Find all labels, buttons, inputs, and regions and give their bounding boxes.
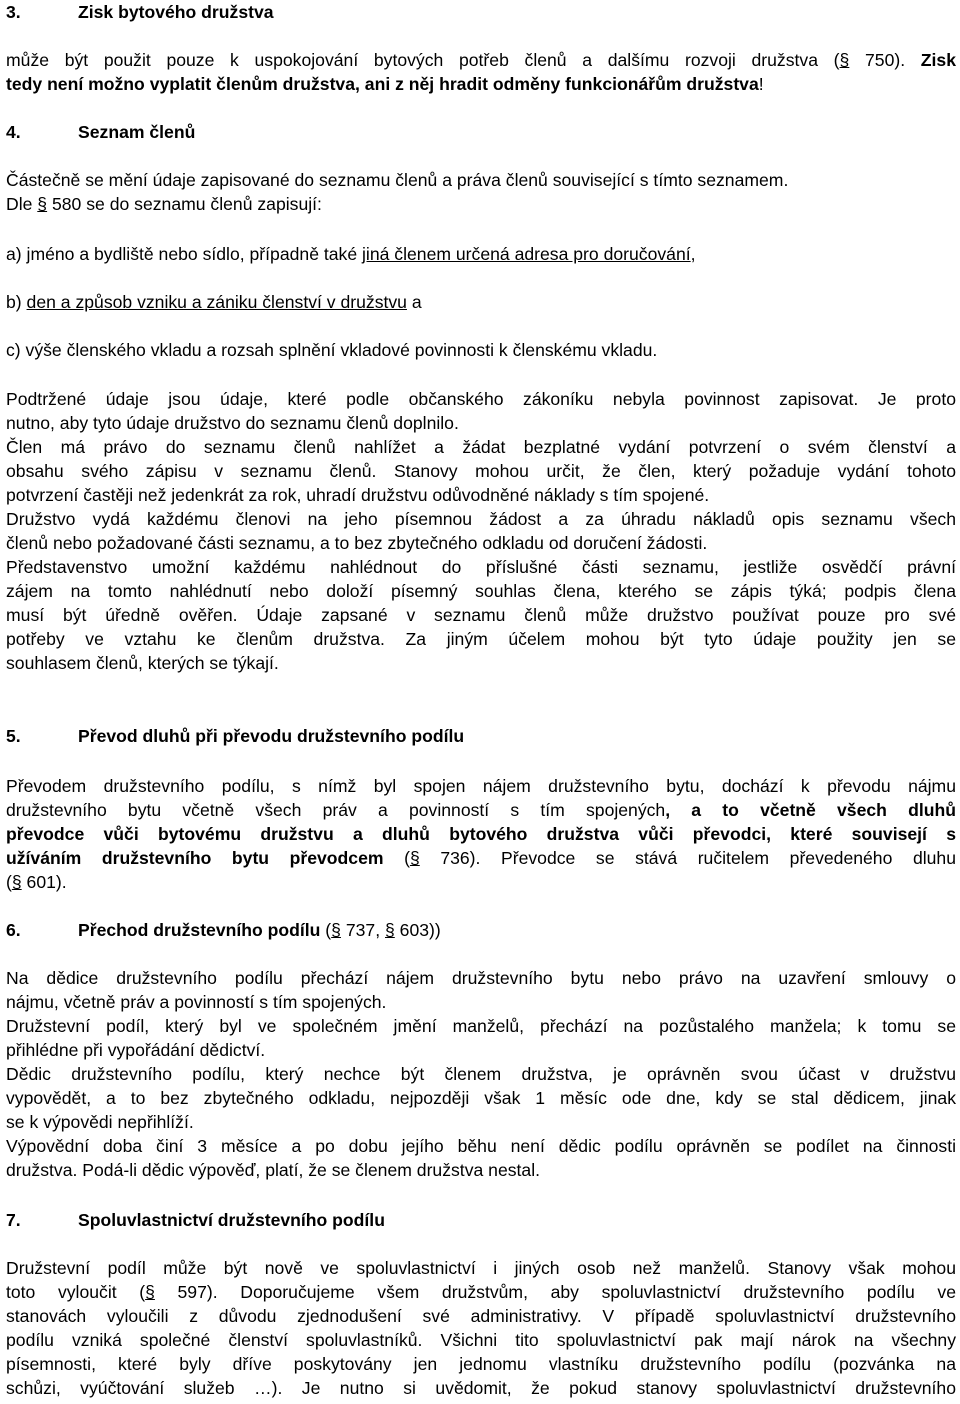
paragraph-line: stanovách vyloučili z důvodu zjednodušení své administrativy. V případě spoluvlastnictví družstevního (6, 1306, 956, 1326)
paragraph-line: Podtržené údaje jsou údaje, které podle občanského zákoníku nebyla povinnost zapisovat. Je proto (6, 389, 956, 409)
paragraph-line: Družstvo vydá každému členovi na jeho písemnou žádost a za úhradu nákladů opis seznamu všech (6, 509, 956, 529)
section-number: 4. (6, 122, 21, 142)
section-number: 6. (6, 920, 21, 940)
section-number: 7. (6, 1210, 21, 1230)
section-title: Spoluvlastnictví družstevního podílu (78, 1210, 385, 1230)
list-item-b: b) den a způsob vzniku a zániku členství v družstvu a (6, 292, 422, 312)
paragraph-line: potvrzení častěji než jedenkrát za rok, uhradí družstvu odůvodněné náklady s tím spojené. (6, 485, 710, 505)
paragraph-line: převodce vůči bytovému družstvu a dluhů bytového družstva vůči převodci, které souvisejí s (6, 824, 956, 844)
paragraph-line: potřeby ve vztahu ke členům družstva. Za jiným účelem mohou být tyto údaje použity jen se (6, 629, 956, 649)
paragraph-line: (§ 601). (6, 872, 67, 892)
section-title: Seznam členů (78, 122, 196, 142)
section-sign: § (37, 194, 48, 214)
section-title: Zisk bytového družstva (78, 2, 274, 22)
paragraph-line: obsahu svého zápisu v seznamu členů. Stanovy mohou určit, že člen, který požaduje vydání tohoto (6, 461, 956, 481)
paragraph-line: nutno, aby tyto údaje družstvo do seznamu členů doplnilo. (6, 413, 459, 433)
section-number: 5. (6, 726, 21, 746)
paragraph-line: Představenstvo umožní každému nahlédnout do příslušné části seznamu, jestliže osvědčí právní (6, 557, 956, 577)
list-item-c: c) výše členského vkladu a rozsah splnění vkladové povinnosti k členskému vkladu. (6, 340, 658, 360)
paragraph-line: Výpovědní doba činí 3 měsíce a po dobu jejího běhu není dědic podílu oprávněn se podílet na činnosti (6, 1136, 956, 1156)
section-3-heading (6, 1, 956, 23)
section-title: Přechod družstevního podílu (78, 920, 321, 940)
paragraph-line: Na dědice družstevního podílu přechází nájem družstevního bytu nebo právo na uzavření smlouvy o (6, 968, 956, 988)
paragraph-line: Dědic družstevního podílu, který nechce být členem družstva, je oprávněn svou účast v družstvu (6, 1064, 956, 1084)
paragraph-line: přihlédne při vypořádání dědictví. (6, 1040, 266, 1060)
paragraph-line: vypovědět, a to bez zbytečného odkladu, nejpozději však 1 měsíc ode dne, kdy se stal dědicem, jinak (6, 1088, 956, 1108)
paragraph-line: souhlasem členů, kterých se týkají. (6, 653, 279, 673)
paragraph-line: Dle § 580 se do seznamu členů zapisují: (6, 194, 322, 214)
paragraph-line: může být použit pouze k uspokojování bytových potřeb členů a dalšímu rozvoji družstva (§ 750). Zisk (6, 50, 956, 70)
section-sign: § (331, 920, 341, 940)
paragraph-line: toto vyloučit (§ 597). Doporučujeme všem družstvům, aby spoluvlastnictví družstevního podílu ve (6, 1282, 956, 1302)
section-sign: § (409, 848, 420, 868)
paragraph-line: Člen má právo do seznamu členů nahlížet a žádat bezplatné vydání potvrzení o svém členství a (6, 437, 956, 457)
paragraph-line: musí být úředně ověřen. Údaje zapsané v seznamu členů může družstvo používat pouze pro své (6, 605, 956, 625)
paragraph-line: se k výpovědi nepřihlíží. (6, 1112, 194, 1132)
paragraph-line: podílu vzniká společné členství spoluvlastníků. Všichni tito spoluvlastnictví pak mají nárok na všechny (6, 1330, 956, 1350)
section-5-heading (6, 725, 956, 747)
paragraph-line: Převodem družstevního podílu, s nímž byl spojen nájem družstevního bytu, dochází k převodu nájmu (6, 776, 956, 796)
section-sign: § (145, 1282, 155, 1302)
paragraph-line: Částečně se mění údaje zapisované do seznamu členů a práva členů související s tímto seznamem. (6, 170, 789, 190)
section-number: 3. (6, 2, 21, 22)
paragraph-line: tedy není možno vyplatit členům družstva, ani z něj hradit odměny funkcionářům družstva! (6, 74, 764, 94)
paragraph-line: družstva. Podá-li dědic výpověď, platí, že se členem družstva nestal. (6, 1160, 540, 1180)
paragraph-line: nájmu, včetně práv a povinností s tím spojených. (6, 992, 387, 1012)
section-sign: § (385, 920, 395, 940)
paragraph-line: Družstevní podíl může být nově ve spoluvlastnictví i jiných osob než manželů. Stanovy však mohou (6, 1258, 956, 1278)
paragraph-line: zájem na tomto nahlédnutí nebo doloží písemný souhlas člena, kterého se zápis týká; podpis člena (6, 581, 956, 601)
paragraph-line: členů nebo požadované části seznamu, a to bez zbytečného odkladu od doručení žádosti. (6, 533, 708, 553)
paragraph-line: schůzi, vyúčtování služeb …). Je nutno si uvědomit, že pokud stanovy spoluvlastnictví družstevního (6, 1378, 956, 1398)
section-sign: § (11, 872, 22, 892)
paragraph-line: písemnosti, které byly dříve poskytovány jen jednomu vlastníku družstevního podílu (pozvánka na (6, 1354, 956, 1374)
section-sign: § (839, 50, 850, 70)
paragraph-line: užíváním družstevního bytu převodcem (§ 736). Převodce se stává ručitelem převedeného dluhu (6, 848, 956, 868)
section-6-heading: 6. Přechod družstevního podílu (§ 737, § 603)) (6, 920, 441, 940)
section-4-heading (6, 121, 956, 143)
paragraph-line: Družstevní podíl, který byl ve společném jmění manželů, přechází na pozůstalého manžela; k tomu se (6, 1016, 956, 1036)
paragraph-line: družstevního bytu včetně všech práv a povinností s tím spojených, a to včetně všech dluhů (6, 800, 956, 820)
section-7-heading (6, 1209, 956, 1231)
list-item-a: a) jméno a bydliště nebo sídlo, případně také jiná členem určená adresa pro doručování, (6, 244, 696, 264)
section-title: Převod dluhů při převodu družstevního podílu (78, 726, 465, 746)
